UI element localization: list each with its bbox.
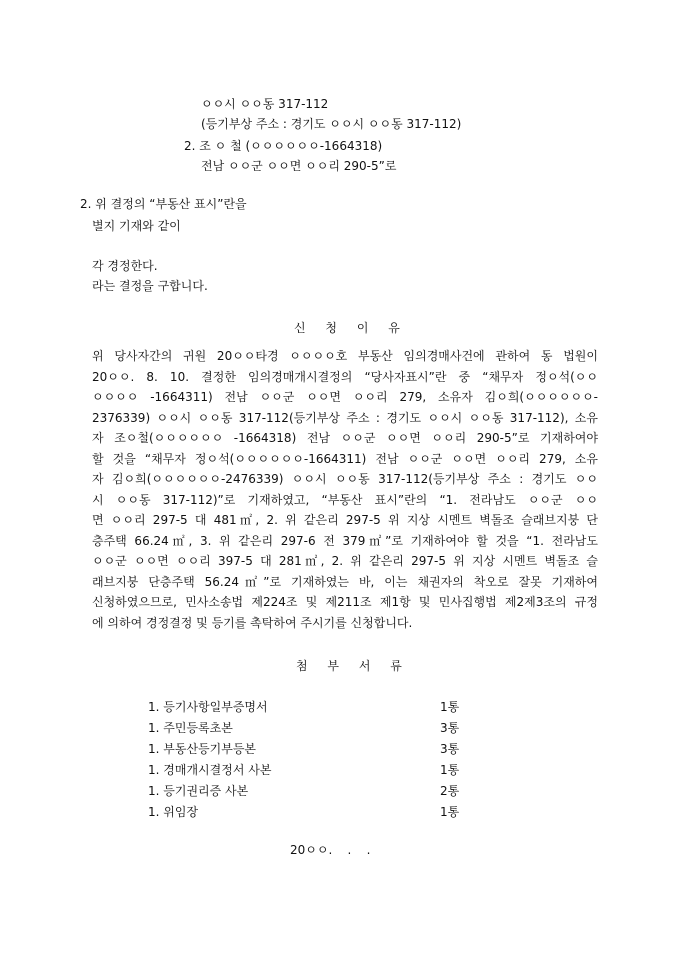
document-date: 20ㅇㅇ. . .	[290, 843, 371, 857]
reason-line: 자 김ㅇ희(ㅇㅇㅇㅇㅇㅇ-2476339) ㅇㅇ시 ㅇㅇ동 317-112(등기부상 주소 : 경기도 ㅇㅇ	[92, 472, 598, 486]
reason-line: 2376339) ㅇㅇ시 ㅇㅇ동 317-112(등기부상 주소 : 경기도 ㅇㅇ시 ㅇㅇ동 317-112), 소유	[92, 410, 598, 425]
reason-line: 할 것을 “채무자 정ㅇ석(ㅇㅇㅇㅇㅇㅇ-1664311) 전남 ㅇㅇ군 ㅇㅇ면 ㅇㅇ리 279, 소유	[92, 451, 598, 466]
attachment-name: 1. 부동산등기부등본	[148, 742, 257, 756]
reason-line: 면 ㅇㅇ리 297-5 대 481㎡, 2. 위 같은리 297-5 위 지상 시멘트 벽돌조 슬래브지붕 단	[92, 513, 598, 527]
reason-line: 층주택 66.24㎡, 3. 위 같은리 297-6 전 379㎡”로 기재하여야 할 것을 “1. 전라남도	[92, 533, 598, 548]
attachment-name: 1. 경매개시결정서 사본	[148, 763, 272, 777]
attachment-qty: 1통	[440, 763, 460, 777]
attachment-name: 1. 등기권리증 사본	[148, 784, 249, 798]
reason-line: 신청하였으므로, 민사소송법 제224조 및 제211조 제1항 및 민사집행법 제2제3조의 규정	[92, 595, 598, 609]
attachment-qty: 1통	[440, 805, 460, 819]
attachment-qty: 1통	[440, 700, 460, 714]
reason-line: ㅇㅇ군 ㅇㅇ면 ㅇㅇ리 397-5 대 281㎡, 2. 위 같은리 297-5 위 지상 시멘트 벽돌조 슬	[92, 554, 598, 568]
reason-line: 시 ㅇㅇ동 317-112)”로 기재하였고, “부동산 표시”란의 “1. 전라남도 ㅇㅇ군 ㅇㅇ	[92, 492, 598, 507]
reason-line: 래브지붕 단층주택 56.24㎡”로 기재하였는 바, 이는 채권자의 착오로 잘못 기재하여	[92, 574, 598, 589]
attachment-qty: 2통	[440, 784, 460, 798]
request-line: 별지 기재와 같이	[92, 219, 181, 233]
reason-paragraph	[92, 346, 598, 633]
attachment-qty: 3통	[440, 721, 460, 735]
attachment-name: 1. 주민등록초본	[148, 721, 233, 735]
attachment-qty: 3통	[440, 742, 460, 756]
request-line: 라는 결정을 구합니다.	[92, 279, 208, 293]
attachments-heading: 첨 부 서 류	[296, 659, 410, 673]
reason-line: 에 의하여 경정결정 및 등기를 촉탁하여 주시기를 신청합니다.	[92, 615, 413, 630]
request-item: 2. 위 결정의 “부동산 표시”란을	[80, 197, 247, 211]
attachment-name: 1. 위임장	[148, 805, 199, 819]
reason-line: ㅇㅇㅇㅇ -1664311) 전남 ㅇㅇ군 ㅇㅇ면 ㅇㅇ리 279, 소유자 김ㅇ희(ㅇㅇㅇㅇㅇㅇ-	[92, 390, 598, 404]
reason-line: 20ㅇㅇ. 8. 10. 결정한 임의경매개시결정의 “당사자표시”란 중 “채무자 정ㅇ석(ㅇㅇ	[92, 369, 598, 384]
reason-line: 자 조ㅇ철(ㅇㅇㅇㅇㅇㅇ -1664318) 전남 ㅇㅇ군 ㅇㅇ면 ㅇㅇ리 290-5”로 기재하여야	[92, 431, 598, 445]
party-line: 2. 조 ㅇ 철 (ㅇㅇㅇㅇㅇㅇ-1664318)	[184, 139, 383, 153]
party-address-line: 전남 ㅇㅇ군 ㅇㅇ면 ㅇㅇ리 290-5”로	[201, 159, 397, 173]
reason-heading: 신 청 이 유	[294, 321, 408, 335]
registry-address-line: (등기부상 주소 : 경기도 ㅇㅇ시 ㅇㅇ동 317-112)	[201, 117, 462, 131]
request-line: 각 경정한다.	[92, 259, 158, 273]
reason-line: 위 당사자간의 귀원 20ㅇㅇ타경 ㅇㅇㅇㅇ호 부동산 임의경매사건에 관하여 동 법원이	[92, 349, 598, 363]
attachment-name: 1. 등기사항일부증명서	[148, 700, 268, 714]
address-line: ㅇㅇ시 ㅇㅇ동 317-112	[201, 97, 329, 111]
